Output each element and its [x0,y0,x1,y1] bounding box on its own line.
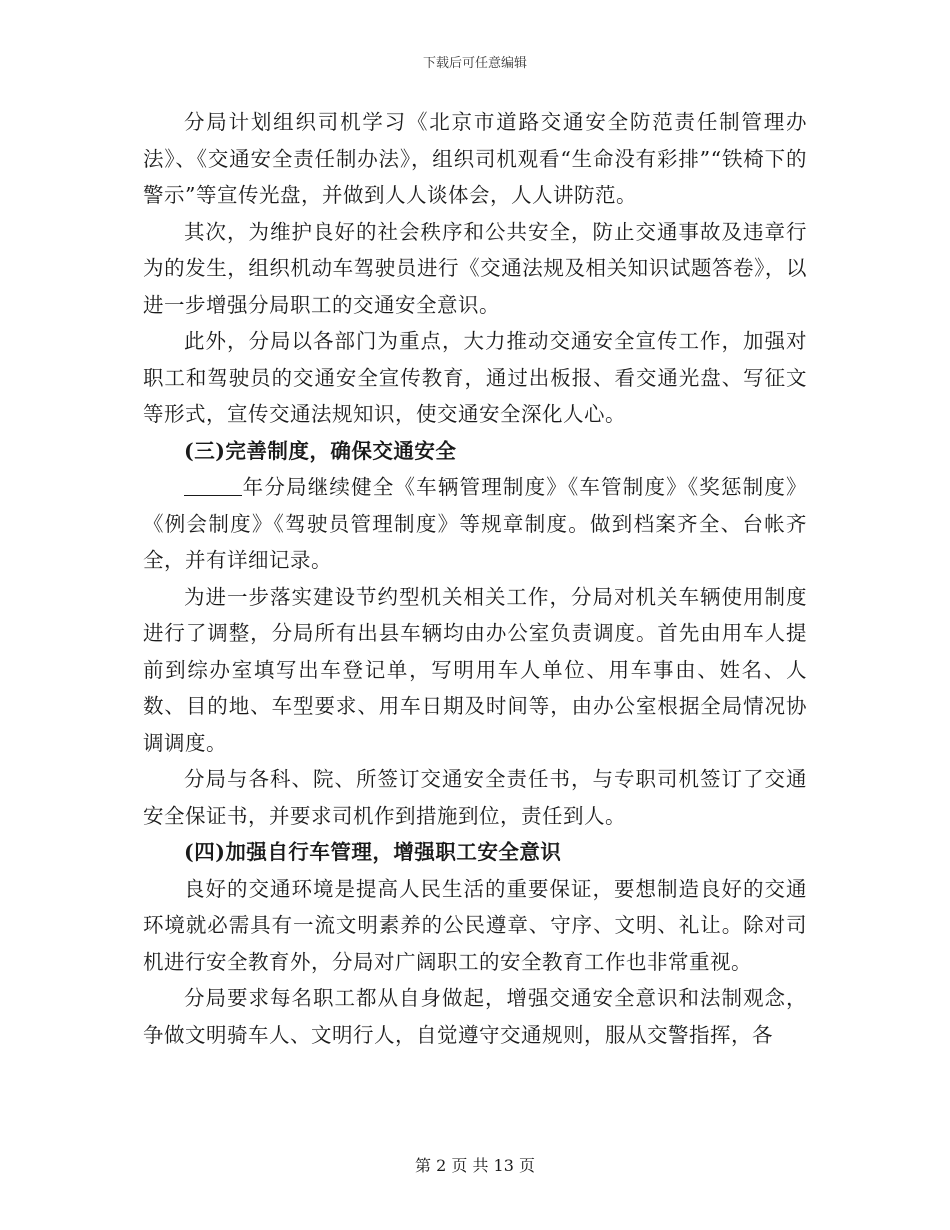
paragraph-4-text: 年分局继续健全《车辆管理制度》《车管制度》《奖惩制度》《例会制度》《驾驶员管理制度》等规章制度。做到档案齐全、台帐齐全，并有详细记录。 [143,475,807,572]
document-body [143,104,807,1053]
paragraph-8: 分局要求每名职工都从自身做起，增强交通安全意识和法制观念，争做文明骑车人、文明行人，自觉遵守交通规则，服从交警指挥，各 [143,986,807,1047]
section-heading-3: (三)完善制度，确保交通安全 [184,438,457,463]
paragraph-4 [143,469,807,579]
section-heading-4: (四)加强自行车管理，增强职工安全意识 [184,840,562,864]
paragraph-3: 此外，分局以各部门为重点，大力推动交通安全宣传工作，加强对职工和驾驶员的交通安全宣传教育，通过出板报、看交通光盘、写征文等形式，宣传交通法规知识，使交通安全深化人心。 [143,329,807,426]
paragraph-7: 良好的交通环境是提高人民生活的重要保证，要想制造良好的交通环境就必需具有一流文明素养的公民遵章、守序、文明、礼让。除对司机进行安全教育外，分局对广阔职工的安全教育工作也非常重视。 [143,876,807,974]
fill-in-blank [184,475,242,496]
paragraph-1: 分局计划组织司机学习《北京市道路交通安全防范责任制管理办法》、《交通安全责任制办法》，组织司机观看“生命没有彩排”“铁椅下的警示”等宣传光盘，并做到人人谈体会，人人讲防范。 [143,110,807,207]
paragraph-5: 为进一步落实建设节约型机关相关工作，分局对机关车辆使用制度进行了调整，分局所有出县车辆均由办公室负责调度。首先由用车人提前到综办室填写出车登记单，写明用车人单位、用车事由、姓名、人数、目的地、车型要求、用车日期及时间等，由办公室根据全局情况协调调度。 [143,584,807,755]
paragraph-2: 其次，为维护良好的社会秩序和公共安全，防止交通事故及违章行为的发生，组织机动车驾驶员进行《交通法规及相关知识试题答卷》，以进一步增强分局职工的交通安全意识。 [143,219,807,317]
page-number: 第 2 页 共 13 页 [415,1156,535,1175]
page-header-note: 下载后可任意编辑 [422,56,527,71]
paragraph-6: 分局与各科、院、所签订交通安全责任书，与专职司机签订了交通安全保证书，并要求司机作到措施到位，责任到人。 [143,767,807,828]
